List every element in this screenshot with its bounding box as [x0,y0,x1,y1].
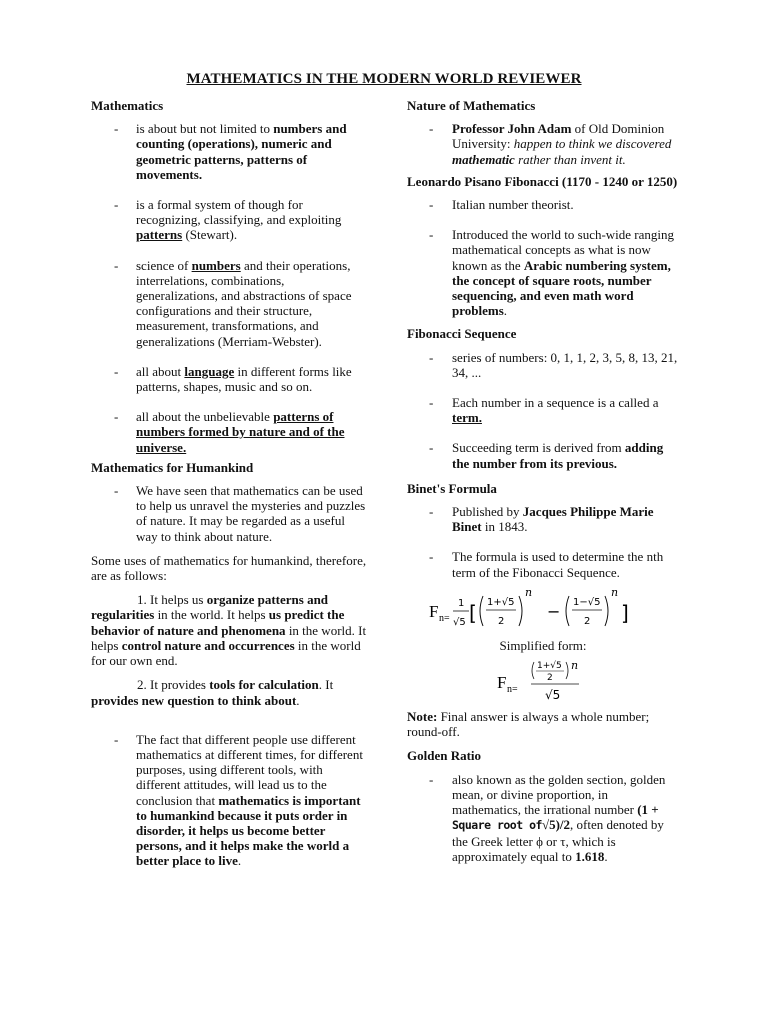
list-item: - Professor John Adam of Old Dominion University: happen to think we discovered mathematic rather than invent it. [429,121,672,167]
svg-text:1: 1 [458,597,465,609]
svg-text:n: n [439,612,444,624]
list-item: - Introduced the world to such-wide ranging mathematical concepts as what is now known as the Arabic numbering system, the concept of square roots, number sequencing, and even math word problems. [429,227,675,319]
list-item: - Succeeding term is derived from adding the number from its previous. [429,440,664,471]
svg-text:−: − [547,601,561,621]
simplified-label: Simplified form: [499,637,587,653]
binet-formula [407,584,679,636]
list-item: - all about the unbelievable patterns of numbers formed by nature and of the universe. [114,409,345,455]
bullet-dash: - [429,771,434,787]
bullet-dash: - [114,483,119,499]
svg-text:n: n [525,585,533,599]
svg-text:]: ] [621,600,629,625]
list-item: - is a formal system of though for recognizing, classifying, and exploiting patterns (Stewart). [114,197,342,243]
list-item: - all about language in different forms like patterns, shapes, music and so on. [114,363,352,395]
svg-text:F: F [429,601,439,621]
bullet-dash: - [429,395,434,411]
bullet-dash: - [114,409,119,425]
list-item: - Italian number theorist. [429,197,574,213]
svg-text:=: = [512,684,518,696]
list-item: - The formula is used to determine the nth term of the Fibonacci Sequence. [429,549,664,580]
svg-text:√5: √5 [453,616,466,628]
svg-text:n: n [571,659,579,673]
svg-text:1−√5: 1−√5 [573,596,601,608]
svg-text:n: n [611,585,619,599]
list-item: - We have seen that mathematics can be used to help us unravel the mysteries and puzzles of nature. It may be regarded as a useful way to think about nature. [114,483,366,544]
bullet-dash: - [114,731,119,747]
bullet-dash: - [429,504,434,520]
heading-golden-ratio: Golden Ratio [407,748,482,764]
bullet-dash: - [114,257,119,273]
svg-text:2: 2 [584,615,591,627]
list-item: - also known as the golden section, golden mean, or divine proportion, in mathematics, the irrational number (1 + Square root of√5)/2, often denoted by the Greek letter ϕ or τ, which is approximately equal to 1.618. [429,771,666,864]
list-item: - Published by Jacques Philippe Marie Binet in 1843. [429,504,654,535]
list-item: - series of numbers: 0, 1, 1, 2, 3, 5, 8, 13, 21, 34, ... [429,349,678,380]
svg-text:=: = [444,612,450,624]
svg-text:1+√5: 1+√5 [537,661,562,672]
paragraph: Some uses of mathematics for humankind, therefore, are as follows: [91,552,367,584]
left-column [91,98,367,869]
bullet-dash: - [429,121,434,137]
bullet-dash: - [429,440,434,456]
heading-mathematics: Mathematics [91,98,164,113]
heading-binet: Binet's Formula [407,480,497,496]
bullet-dash: - [114,197,119,213]
right-column [407,98,679,864]
svg-text:F: F [497,673,507,693]
svg-text:√5: √5 [545,688,561,703]
heading-humankind: Mathematics for Humankind [91,459,254,475]
list-item: - is about but not limited to numbers and counting (operations), numeric and geometric patterns, patterns of movements. [114,121,347,182]
bullet-dash: - [429,227,434,243]
paragraph: 1. It helps us organize patterns and regularities in the world. It helps us predict the behavior of nature and phenomena in the world. It helps control nature and occurrences in the world for our own end. [91,592,367,669]
paragraph: 2. It provides tools for calculation. It provides new question to think about. [91,677,334,708]
svg-text:2: 2 [547,673,553,684]
bullet-dash: - [429,349,434,365]
bullet-dash: - [114,363,119,379]
page-title: MATHEMATICS IN THE MODERN WORLD REVIEWER [186,71,582,87]
heading-fibonacci: Leonardo Pisano Fibonacci (1170 - 1240 or 1250) [407,173,678,189]
heading-fibonacci-sequence: Fibonacci Sequence [407,326,517,342]
svg-text:n: n [507,684,512,696]
note: Note: Final answer is always a whole number; round-off. [407,709,650,740]
simplified-formula [407,657,679,707]
list-item: - Each number in a sequence is a called a term. [429,395,659,426]
bullet-dash: - [429,197,434,213]
list-item: - science of numbers and their operations, interrelations, combinations, generalizations, and abstractions of space configurations and their structure, measurement, transformations, and generalizations (Merriam-Webster). [114,257,352,349]
svg-text:[: [ [469,600,477,625]
heading-nature: Nature of Mathematics [407,98,536,113]
bullet-dash: - [114,121,119,137]
svg-text:2: 2 [498,615,505,627]
list-item: - The fact that different people use different mathematics at different times, for different purposes, using different tools, with different attitudes, will lead us to the conclusion that mathematics is important to humankind because it puts order in disorder, it helps us become better persons, and it helps make the world a better place to live. [114,731,363,869]
svg-text:1+√5: 1+√5 [487,596,515,608]
bullet-dash: - [429,549,434,565]
